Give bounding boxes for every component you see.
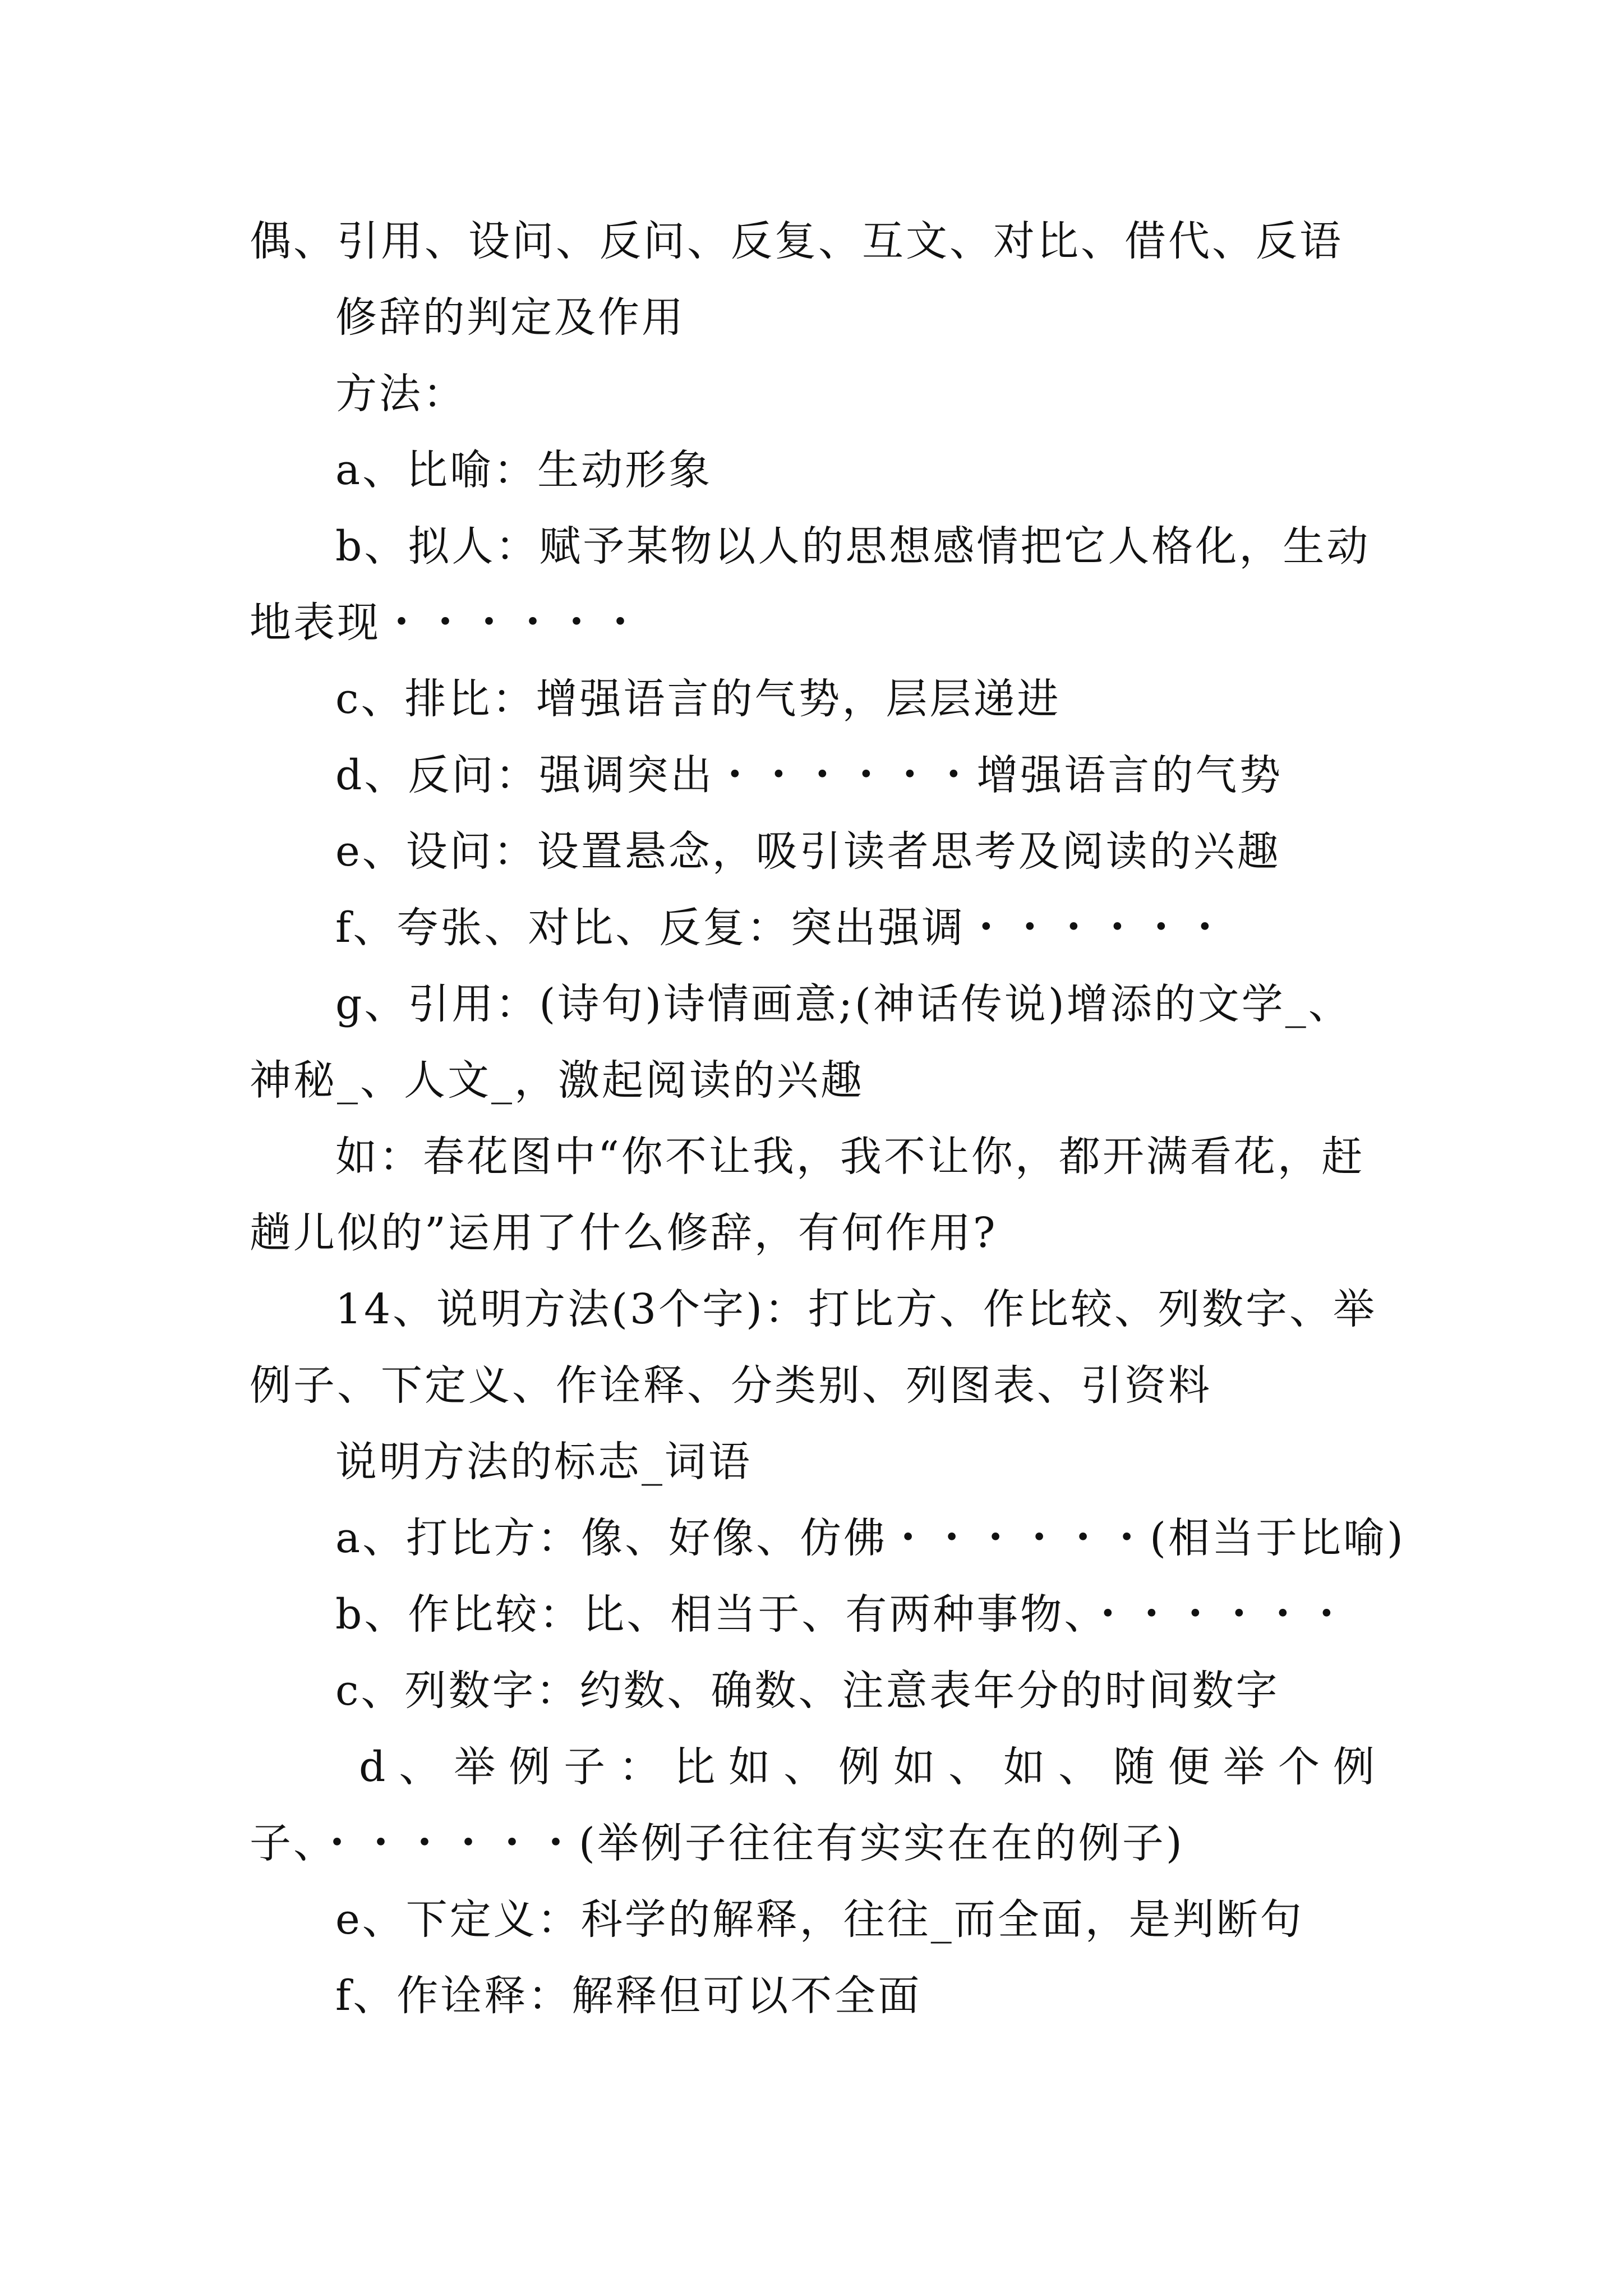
list-item: g、引用：(诗句)诗情画意;(神话传说)增添的文学_、	[335, 980, 1352, 1028]
list-item-continuation: 地表现・・・・・・	[250, 599, 643, 647]
text-line: 如：春花图中“你不让我，我不让你，都开满看花，赶	[335, 1133, 1365, 1181]
list-item-continuation: 子、・・・・・・(举例子往往有实实在在的例子)	[250, 1819, 1184, 1867]
list-item: c、排比：增强语言的气势，层层递进	[335, 675, 1061, 723]
section-heading: 说明方法的标志_词语	[335, 1438, 752, 1486]
text-line: 14、说明方法(3个字)：打比方、作比较、列数字、举	[335, 1285, 1377, 1333]
list-item: f、作诠释：解释但可以不全面	[335, 1972, 922, 2020]
list-item: d、反问：强调突出・・・・・・增强语言的气势	[335, 751, 1283, 799]
list-item: e、设问：设置悬念，吸引读者思考及阅读的兴趣	[335, 827, 1281, 876]
text-line: 方法：	[335, 370, 467, 418]
list-item: b、作比较：比、相当于、有两种事物、・・・・・・	[335, 1590, 1350, 1639]
section-heading: 修辞的判定及作用	[335, 293, 685, 342]
text-line-continuation: 趟儿似的”运用了什么修辞，有何作用?	[250, 1209, 998, 1257]
list-item: f、夸张、对比、反复：突出强调・・・・・・	[335, 904, 1228, 952]
list-item: c、列数字：约数、确数、注意表年分的时间数字	[335, 1667, 1280, 1715]
list-item: a、打比方：像、好像、仿佛・・・・・・(相当于比喻)	[335, 1514, 1405, 1562]
list-item: e、下定义：科学的解释，往往_而全面，是判断句	[335, 1895, 1304, 1944]
text-line: 偶、引用、设问、反问、反复、互文、对比、借代、反语	[250, 217, 1343, 265]
list-item: a、比喻：生动形象	[335, 446, 713, 494]
list-item: d、举例子：比如、例如、如、随便举个例	[359, 1743, 1377, 1791]
list-item: b、拟人：赋予某物以人的思想感情把它人格化，生动	[335, 522, 1371, 570]
list-item-continuation: 神秘_、人文_，激起阅读的兴趣	[250, 1056, 864, 1105]
text-line-continuation: 例子、下定义、作诠释、分类别、列图表、引资料	[250, 1361, 1212, 1410]
